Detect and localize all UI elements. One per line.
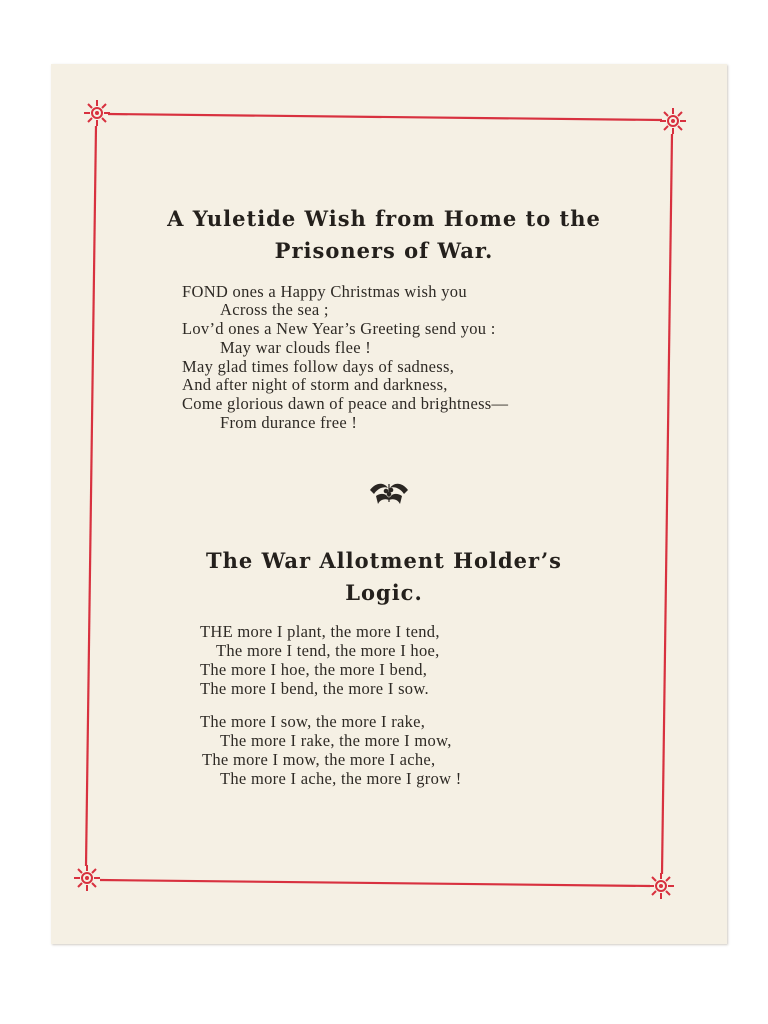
border-top	[108, 114, 662, 120]
corner-top-right-sunburst-icon	[660, 108, 686, 134]
poem2-title-line2: Logic.	[345, 580, 423, 605]
poem1-line: Across the sea ;	[220, 300, 329, 319]
poem2-stanza2-line: The more I ache, the more I grow !	[220, 769, 462, 788]
corner-bottom-right-sunburst-icon	[648, 873, 674, 899]
poem1-line: Lov’d ones a New Year’s Greeting send you :	[182, 319, 496, 338]
poem2-stanza2-line: The more I mow, the more I ache,	[202, 750, 436, 769]
poem1-line: Come glorious dawn of peace and brightness—	[182, 394, 509, 413]
poem1-title-line1: A Yuletide Wish from Home to the	[167, 206, 601, 231]
corner-top-left-sunburst-icon	[84, 100, 110, 126]
poem2-stanza1-line: The more I hoe, the more I bend,	[200, 660, 428, 679]
poem1-line: May glad times follow days of sadness,	[182, 357, 455, 376]
border-bottom	[100, 880, 650, 886]
poem2-stanza1-line: The more I tend, the more I hoe,	[216, 641, 440, 660]
poem2-stanza2-line: The more I sow, the more I rake,	[200, 712, 426, 731]
corner-bottom-left-sunburst-icon	[74, 865, 100, 891]
poem2-stanza2-line: The more I rake, the more I mow,	[220, 731, 452, 750]
poem1-line: And after night of storm and darkness,	[182, 375, 448, 394]
poem2-stanza1-line: THE more I plant, the more I tend,	[200, 622, 440, 641]
holly-sprig-icon	[366, 474, 412, 506]
poem1-title-line2: Prisoners of War.	[274, 238, 494, 263]
poem1-line: FOND ones a Happy Christmas wish you	[182, 282, 467, 301]
poem2-title-line1: The War Allotment Holder’s	[206, 548, 562, 573]
poem1-line: May war clouds flee !	[220, 338, 372, 357]
poem2-stanza1-line: The more I bend, the more I sow.	[200, 679, 429, 698]
poem1-line: From durance free !	[220, 413, 358, 432]
